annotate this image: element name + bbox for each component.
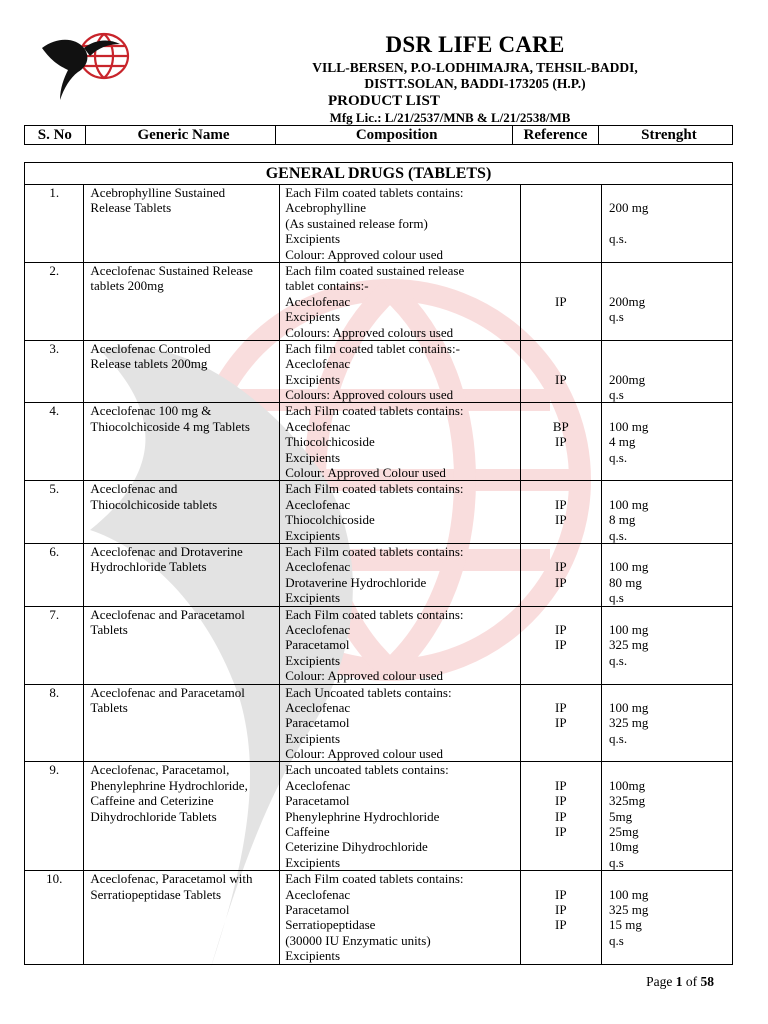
reference-line: IP	[554, 699, 567, 715]
composition-cell	[280, 185, 520, 263]
composition-line: (As sustained release form)	[285, 215, 428, 231]
composition-cell	[280, 403, 520, 481]
reference-line	[521, 231, 602, 246]
composition-line: Phenylephrine Hydrochloride	[285, 808, 440, 824]
composition-line: Aceclofenac	[285, 777, 351, 793]
serial-number-cell	[25, 871, 84, 964]
address-line-2: DISTT.SOLAN, BADDI-173205 (H.P.)	[364, 76, 586, 91]
composition-cell	[280, 543, 520, 606]
reference-line: IP	[554, 808, 567, 824]
reference-cell	[520, 871, 602, 964]
composition-cell	[280, 606, 520, 684]
strength-line	[609, 544, 732, 559]
mfg-license: Mfg Lic.: L/21/2537/MNB & L/21/2538/MB	[329, 110, 571, 125]
strength-cell	[602, 606, 733, 684]
serial-number: 4.	[49, 403, 60, 419]
composition-line: Each film coated sustained release	[285, 262, 465, 278]
generic-name-line: Aceclofenac, Paracetamol,	[90, 762, 230, 778]
strength-line	[609, 465, 732, 480]
reference-line	[521, 746, 602, 761]
reference-cell	[520, 403, 602, 481]
strength-line: 80 mg	[609, 574, 642, 590]
strength-line: 200mg	[609, 293, 646, 309]
composition-line: Excipients	[285, 948, 341, 964]
composition-line: Aceclofenac	[285, 293, 351, 309]
reference-line: IP	[554, 371, 567, 387]
reference-cell	[520, 262, 602, 340]
table-row	[25, 340, 733, 403]
generic-name-line: Thiocolchicoside tablets	[90, 496, 218, 512]
serial-number: 6.	[49, 543, 60, 559]
strength-line: q.s	[609, 932, 624, 948]
generic-name-cell	[84, 481, 280, 544]
strength-line: q.s	[609, 387, 624, 403]
reference-line	[521, 278, 602, 293]
reference-cell	[520, 543, 602, 606]
strength-cell	[602, 684, 733, 762]
col-header-sno: S. No	[25, 126, 86, 145]
composition-line: Aceclofenac	[285, 496, 351, 512]
strength-line	[609, 216, 732, 231]
table-row	[25, 871, 733, 964]
composition-line: Paracetamol	[285, 637, 350, 653]
generic-name-line: Acebrophylline Sustained	[90, 185, 226, 200]
composition-line: Colour: Approved Colour used	[285, 465, 446, 481]
composition-line: Paracetamol	[285, 793, 350, 809]
reference-line	[521, 948, 602, 963]
reference-line	[521, 933, 602, 948]
strength-line: q.s.	[609, 730, 628, 746]
composition-line: Acebrophylline	[285, 200, 367, 216]
reference-line	[521, 465, 602, 480]
composition-cell	[280, 762, 520, 871]
serial-number: 2.	[49, 262, 60, 278]
table-row	[25, 606, 733, 684]
composition-cell	[280, 684, 520, 762]
composition-line: Thiocolchicoside	[285, 512, 375, 528]
strength-line	[609, 403, 732, 418]
reference-line: IP	[554, 793, 567, 809]
reference-cell	[520, 606, 602, 684]
generic-name-line: Aceclofenac and	[90, 481, 178, 497]
generic-name-line: Aceclofenac Controled	[90, 340, 211, 356]
strength-cell	[602, 762, 733, 871]
reference-line: IP	[554, 293, 567, 309]
reference-cell	[520, 481, 602, 544]
serial-number: 5.	[49, 481, 60, 497]
strength-line: 200mg	[609, 371, 646, 387]
strength-line	[609, 247, 732, 262]
reference-line: IP	[554, 512, 567, 528]
composition-line: Thiocolchicoside	[285, 434, 375, 450]
generic-name-line: Serratiopeptidase Tablets	[90, 886, 222, 902]
reference-line	[521, 341, 602, 356]
reference-line	[521, 403, 602, 418]
generic-name-line: Aceclofenac and Paracetamol	[90, 606, 245, 622]
composition-line: Each Film coated tablets contains:	[285, 185, 464, 200]
reference-line	[521, 325, 602, 340]
strength-line	[609, 185, 732, 200]
generic-name-cell	[84, 543, 280, 606]
serial-number: 9.	[49, 762, 60, 778]
composition-line: (30000 IU Enzymatic units)	[285, 932, 431, 948]
serial-number-cell	[25, 481, 84, 544]
column-header-table	[24, 125, 733, 145]
reference-line: IP	[554, 637, 567, 653]
generic-name-line: Release Tablets	[90, 200, 172, 216]
composition-line: Each Film coated tablets contains:	[285, 606, 464, 622]
col-header-composition: Composition	[276, 126, 513, 145]
strength-line	[609, 356, 732, 371]
composition-line: Colours: Approved colours used	[285, 324, 454, 340]
reference-line: BP	[552, 418, 569, 434]
reference-line	[521, 216, 602, 231]
serial-number-cell	[25, 762, 84, 871]
total-pages: 58	[700, 974, 714, 989]
composition-line: Excipients	[285, 590, 341, 606]
table-row	[25, 762, 733, 871]
table-row	[25, 684, 733, 762]
strength-line: 100 mg	[609, 699, 649, 715]
col-header-strength: Strenght	[598, 126, 732, 145]
reference-line: IP	[554, 496, 567, 512]
strength-cell	[602, 543, 733, 606]
serial-number-cell	[25, 403, 84, 481]
section-title: GENERAL DRUGS (TABLETS)	[25, 163, 733, 185]
generic-name-cell	[84, 871, 280, 964]
strength-line	[609, 948, 732, 963]
page-prefix: Page	[646, 974, 673, 989]
composition-line: Aceclofenac	[285, 886, 351, 902]
strength-line: q.s.	[609, 527, 628, 543]
composition-line: Colour: Approved colour used	[285, 246, 443, 262]
composition-line: Colour: Approved colour used	[285, 668, 443, 684]
strength-line: 25mg	[609, 824, 639, 840]
document-header	[0, 0, 768, 130]
composition-line: Aceclofenac	[285, 356, 351, 372]
generic-name-cell	[84, 262, 280, 340]
strength-line: 100mg	[609, 777, 646, 793]
serial-number-cell	[25, 185, 84, 263]
table-row	[25, 403, 733, 481]
reference-line	[521, 731, 602, 746]
reference-cell	[520, 762, 602, 871]
table-row	[25, 481, 733, 544]
strength-cell	[602, 481, 733, 544]
generic-name-cell	[84, 684, 280, 762]
reference-line	[521, 607, 602, 622]
strength-line: q.s	[609, 854, 624, 870]
generic-name-cell	[84, 762, 280, 871]
company-name: DSR LIFE CARE	[385, 32, 565, 57]
reference-line: IP	[554, 824, 567, 840]
reference-line: IP	[554, 715, 567, 731]
reference-cell	[520, 340, 602, 403]
reference-line	[521, 309, 602, 324]
strength-line	[609, 263, 732, 278]
generic-name-line: Aceclofenac 100 mg &	[90, 403, 212, 419]
reference-line	[521, 653, 602, 668]
of-word: of	[685, 974, 698, 989]
strength-line	[609, 325, 732, 340]
strength-cell	[602, 403, 733, 481]
composition-line: Each Uncoated tablets contains:	[285, 684, 452, 700]
strength-line: 15 mg	[609, 917, 642, 933]
strength-line	[609, 668, 732, 683]
reference-line	[521, 481, 602, 496]
strength-cell	[602, 185, 733, 263]
composition-line: Serratiopeptidase	[285, 917, 376, 933]
reference-line: IP	[554, 621, 567, 637]
strength-line: 100 mg	[609, 496, 649, 512]
current-page: 1	[675, 974, 683, 989]
strength-line	[609, 746, 732, 761]
strength-line: 5mg	[609, 808, 633, 824]
generic-name-cell	[84, 340, 280, 403]
generic-name-line: Caffeine and Ceterizine	[90, 793, 214, 809]
generic-name-cell	[84, 403, 280, 481]
serial-number: 8.	[49, 684, 60, 700]
strength-line	[609, 607, 732, 622]
product-table	[24, 162, 733, 965]
generic-name-line: Release tablets 200mg	[90, 356, 208, 372]
composition-line: Each Film coated tablets contains:	[285, 871, 464, 887]
composition-line: Paracetamol	[285, 715, 350, 731]
composition-line: Paracetamol	[285, 901, 350, 917]
reference-line	[521, 387, 602, 402]
generic-name-line: Tablets	[90, 699, 128, 715]
reference-cell	[520, 185, 602, 263]
col-header-reference: Reference	[513, 126, 599, 145]
composition-line: Caffeine	[285, 824, 330, 840]
composition-cell	[280, 481, 520, 544]
generic-name-cell	[84, 606, 280, 684]
strength-line: 100 mg	[609, 418, 649, 434]
composition-cell	[280, 871, 520, 964]
strength-cell	[602, 262, 733, 340]
serial-number: 7.	[49, 606, 60, 622]
strength-line: 325 mg	[609, 637, 649, 653]
table-row	[25, 543, 733, 606]
serial-number-cell	[25, 684, 84, 762]
composition-line: Excipients	[285, 854, 341, 870]
generic-name-line: Hydrochloride Tablets	[90, 559, 207, 575]
reference-line: IP	[554, 901, 567, 917]
generic-name-line: Aceclofenac and Drotaverine	[90, 543, 243, 559]
strength-line: q.s.	[609, 231, 628, 247]
generic-name-line: tablets 200mg	[90, 278, 164, 294]
page-number	[646, 974, 714, 990]
product-list-title: PRODUCT LIST	[328, 93, 440, 109]
strength-line	[609, 341, 732, 356]
composition-line: Aceclofenac	[285, 621, 351, 637]
composition-line: Drotaverine Hydrochloride	[285, 574, 427, 590]
composition-line: Each Film coated tablets contains:	[285, 481, 464, 497]
generic-name-line: Phenylephrine Hydrochloride,	[90, 777, 248, 793]
strength-line: 100 mg	[609, 559, 649, 575]
serial-number: 10.	[46, 871, 63, 887]
reference-cell	[520, 684, 602, 762]
reference-line	[521, 855, 602, 870]
strength-line: q.s.	[609, 449, 628, 465]
column-header-row	[25, 126, 733, 145]
strength-line	[609, 278, 732, 293]
reference-line: IP	[554, 777, 567, 793]
reference-line	[521, 839, 602, 854]
composition-line: Each Film coated tablets contains:	[285, 403, 464, 419]
reference-line: IP	[554, 886, 567, 902]
composition-cell	[280, 340, 520, 403]
generic-name-line: Aceclofenac, Paracetamol with	[90, 871, 253, 887]
composition-line: tablet contains:-	[285, 278, 369, 294]
strength-line	[609, 685, 732, 700]
serial-number: 3.	[49, 340, 60, 356]
reference-line	[521, 263, 602, 278]
strength-line: 200 mg	[609, 200, 649, 216]
reference-line	[521, 247, 602, 262]
composition-line: Aceclofenac	[285, 418, 351, 434]
generic-name-line: Dihydrochloride Tablets	[90, 808, 217, 824]
composition-line: Excipients	[285, 652, 341, 668]
serial-number: 1.	[49, 185, 60, 200]
composition-line: Colour: Approved colour used	[285, 746, 443, 762]
strength-line: q.s.	[609, 652, 628, 668]
reference-line	[521, 528, 602, 543]
reference-line	[521, 685, 602, 700]
reference-line	[521, 544, 602, 559]
strength-line: 100 mg	[609, 886, 649, 902]
strength-line: 10mg	[609, 839, 639, 855]
composition-line: Excipients	[285, 231, 341, 247]
strength-line: q.s	[609, 309, 624, 325]
serial-number-cell	[25, 340, 84, 403]
strength-line	[609, 871, 732, 886]
strength-cell	[602, 871, 733, 964]
table-row	[25, 185, 733, 263]
strength-line: 325mg	[609, 793, 646, 809]
reference-line	[521, 450, 602, 465]
generic-name-line: Thiocolchicoside 4 mg Tablets	[90, 418, 250, 434]
serial-number-cell	[25, 543, 84, 606]
table-row	[25, 262, 733, 340]
reference-line: IP	[554, 559, 567, 575]
reference-line	[521, 356, 602, 371]
composition-line: Each Film coated tablets contains:	[285, 543, 464, 559]
generic-name-line: Aceclofenac Sustained Release	[90, 262, 253, 278]
strength-line: q.s	[609, 590, 624, 606]
strength-line: 4 mg	[609, 434, 636, 450]
strength-cell	[602, 340, 733, 403]
composition-line: Excipients	[285, 371, 341, 387]
composition-cell	[280, 262, 520, 340]
serial-number-cell	[25, 606, 84, 684]
composition-line: Each uncoated tablets contains:	[285, 762, 449, 778]
composition-line: Excipients	[285, 309, 341, 325]
col-header-generic: Generic Name	[85, 126, 276, 145]
strength-line	[609, 481, 732, 496]
strength-line: 100 mg	[609, 621, 649, 637]
reference-line	[521, 762, 602, 777]
strength-line: 8 mg	[609, 512, 636, 528]
reference-line: IP	[554, 574, 567, 590]
strength-line: 325 mg	[609, 901, 649, 917]
reference-line	[521, 200, 602, 215]
reference-line	[521, 668, 602, 683]
generic-name-line: Aceclofenac and Paracetamol	[90, 684, 245, 700]
generic-name-line: Tablets	[90, 621, 128, 637]
composition-line: Aceclofenac	[285, 559, 351, 575]
reference-line	[521, 871, 602, 886]
address-line-1: VILL-BERSEN, P.O-LODHIMAJRA, TEHSIL-BADDI,	[312, 60, 638, 75]
reference-line	[521, 590, 602, 605]
reference-line: IP	[554, 434, 567, 450]
composition-line: Each film coated tablet contains:-	[285, 340, 460, 356]
section-row	[25, 163, 733, 185]
generic-name-cell	[84, 185, 280, 263]
strength-line	[609, 762, 732, 777]
serial-number-cell	[25, 262, 84, 340]
composition-line: Excipients	[285, 730, 341, 746]
composition-line: Aceclofenac	[285, 699, 351, 715]
composition-line: Excipients	[285, 527, 341, 543]
composition-line: Colours: Approved colours used	[285, 387, 454, 403]
composition-line: Excipients	[285, 449, 341, 465]
reference-line	[521, 185, 602, 200]
strength-line: 325 mg	[609, 715, 649, 731]
reference-line: IP	[554, 917, 567, 933]
composition-line: Ceterizine Dihydrochloride	[285, 839, 428, 855]
